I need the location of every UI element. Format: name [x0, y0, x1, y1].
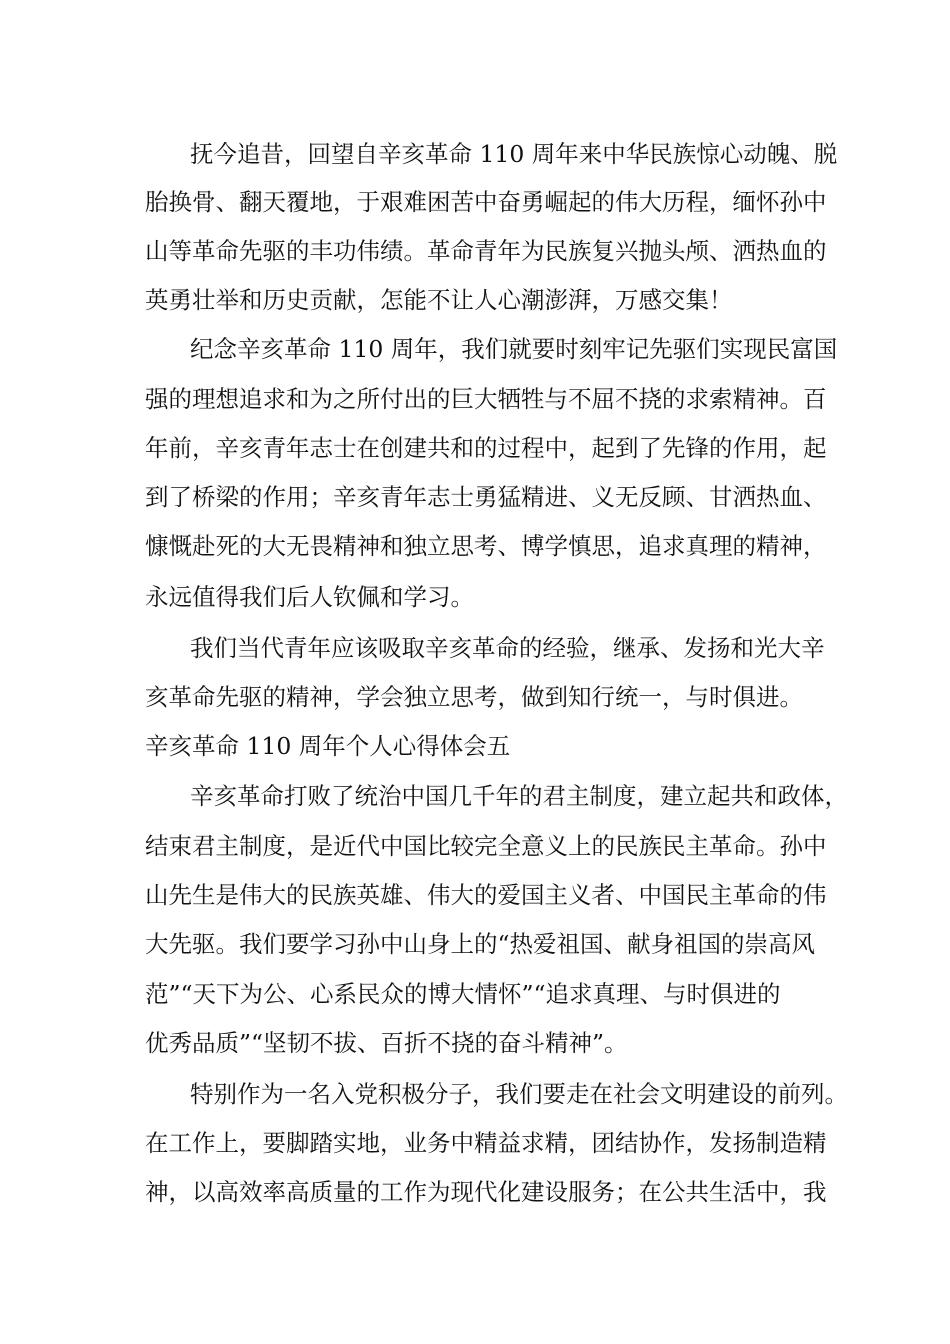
section-heading: 辛亥革命 110 周年个人心得体会五 — [145, 732, 511, 760]
paragraph-2-line-5: 慷慨赴死的大无畏精神和独立思考、博学慎思，追求真理的精神， — [145, 532, 827, 560]
paragraph-1-line-4: 英勇壮举和历史贡献，怎能不让人心潮澎湃，万感交集！ — [145, 286, 733, 314]
paragraph-4-line-2: 结束君主制度，是近代中国比较完全意义上的民族民主革命。孙中 — [145, 832, 827, 860]
paragraph-2-line-6: 永远值得我们后人钦佩和学习。 — [145, 583, 474, 611]
paragraph-4-line-6: 优秀品质”“坚韧不拔、百折不挠的奋斗精神”。 — [145, 1029, 628, 1057]
paragraph-4-line-5: 范”“天下为公、心系民众的博大情怀”“追求真理、与时俱进的 — [145, 980, 781, 1008]
paragraph-3-line-2: 亥革命先驱的精神，学会独立思考，做到知行统一，与时俱进。 — [145, 683, 803, 711]
paragraph-4-line-4: 大先驱。我们要学习孙中山身上的“热爱祖国、献身祖国的崇高风 — [145, 930, 816, 958]
paragraph-2-line-2: 强的理想追求和为之所付出的巨大牺牲与不屈不挠的求索精神。百 — [145, 385, 827, 413]
paragraph-4-line-3: 山先生是伟大的民族英雄、伟大的爱国主义者、中国民主革命的伟 — [145, 881, 827, 909]
paragraph-1-line-1: 抚今追昔，回望自辛亥革命 110 周年来中华民族惊心动魄、脱 — [190, 140, 838, 168]
paragraph-5-line-1: 特别作为一名入党积极分子，我们要走在社会文明建设的前列。 — [190, 1080, 848, 1108]
paragraph-5-line-3: 神，以高效率高质量的工作为现代化建设服务；在公共生活中，我 — [145, 1178, 827, 1206]
paragraph-4-line-1: 辛亥革命打败了统治中国几千年的君主制度，建立起共和政体， — [190, 782, 848, 810]
paragraph-1-line-2: 胎换骨、翻天覆地，于艰难困苦中奋勇崛起的伟大历程，缅怀孙中 — [145, 188, 827, 216]
paragraph-1-line-3: 山等革命先驱的丰功伟绩。革命青年为民族复兴抛头颅、洒热血的 — [145, 237, 827, 265]
paragraph-2-line-4: 到了桥梁的作用；辛亥青年志士勇猛精进、义无反顾、甘洒热血、 — [145, 483, 827, 511]
paragraph-2-line-1: 纪念辛亥革命 110 周年，我们就要时刻牢记先驱们实现民富国 — [190, 335, 838, 363]
paragraph-2-line-3: 年前，辛亥青年志士在创建共和的过程中，起到了先锋的作用，起 — [145, 434, 827, 462]
paragraph-3-line-1: 我们当代青年应该吸取辛亥革命的经验，继承、发扬和光大辛 — [190, 634, 825, 662]
paragraph-5-line-2: 在工作上，要脚踏实地，业务中精益求精，团结协作，发扬制造精 — [145, 1129, 827, 1157]
